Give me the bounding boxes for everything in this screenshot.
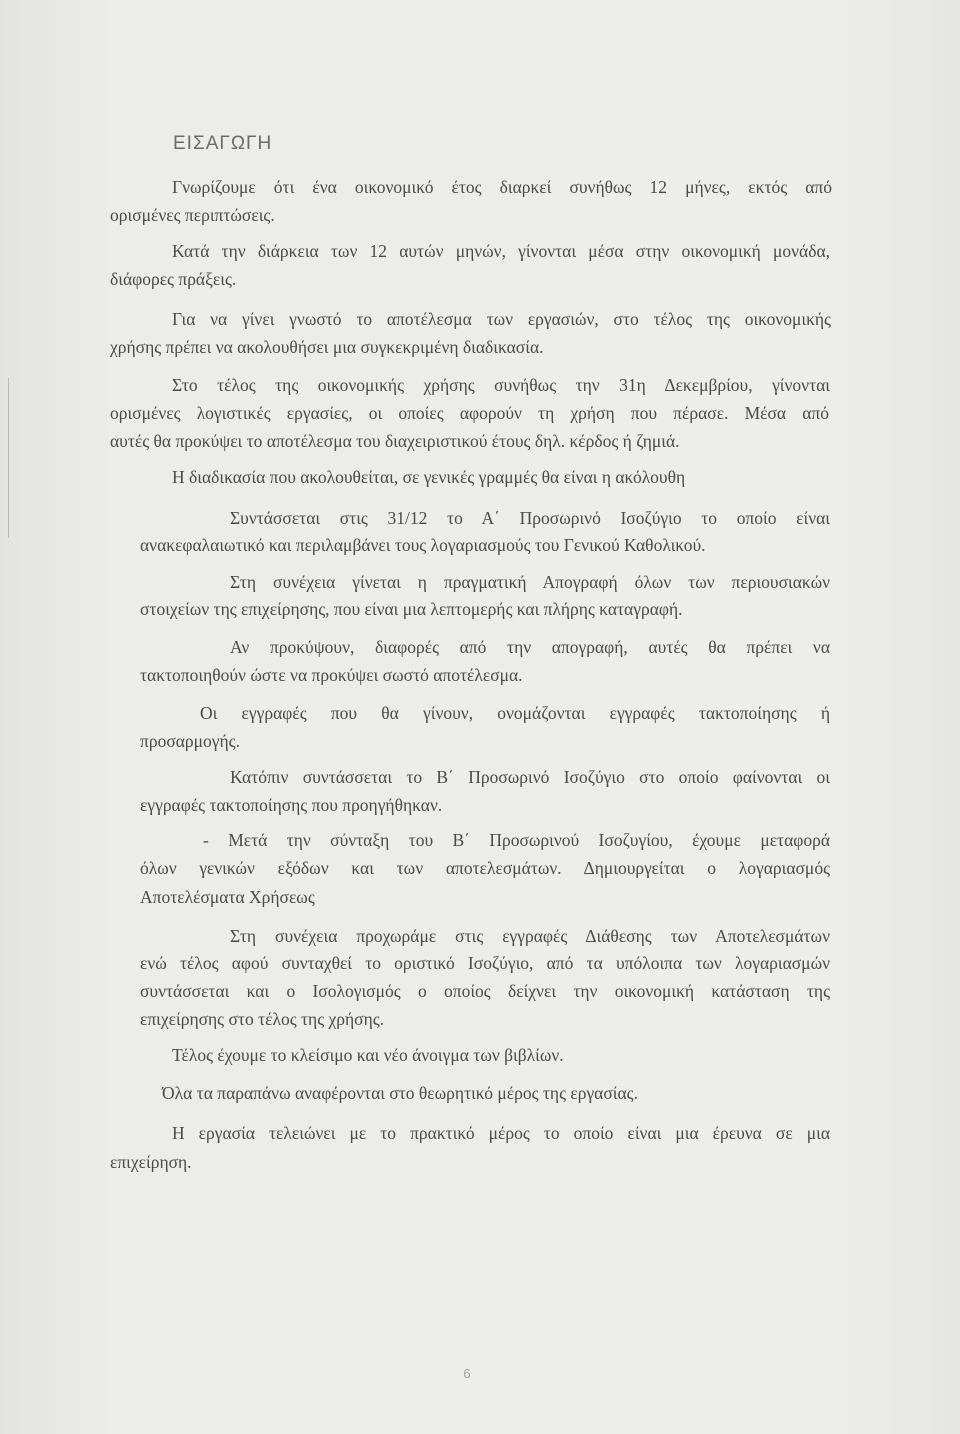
body-line: Για να γίνει γνωστό το αποτέλεσμα των εργασιών, στο τέλος της οικονομικής <box>172 309 831 329</box>
body-line: Γνωρίζουμε ότι ένα οικονομικό έτος διαρκεί συνήθως 12 μήνες, εκτός από <box>172 177 832 197</box>
body-line: επιχείρηση. <box>110 1152 192 1172</box>
body-line: - Μετά την σύνταξη του Β΄ Προσωρινού Ισοζυγίου, έχουμε μεταφορά <box>203 830 830 850</box>
body-line: προσαρμογής. <box>140 731 240 751</box>
body-line: στοιχείων της επιχείρησης, που είναι μια λεπτομερής και πλήρης καταγραφή. <box>140 599 683 619</box>
body-line: Αποτελέσματα Χρήσεως <box>140 887 315 907</box>
page-number: 6 <box>463 1366 471 1381</box>
body-line: αυτές θα προκύψει το αποτέλεσμα του διαχειριστικού έτους δηλ. κέρδος ή ζημιά. <box>110 431 680 451</box>
scan-edge-line <box>8 378 9 538</box>
body-line: Η εργασία τελειώνει με το πρακτικό μέρος το οποίο είναι μια έρευνα σε μια <box>172 1123 830 1143</box>
body-line: Κατόπιν συντάσσεται το Β΄ Προσωρινό Ισοζύγιο στο οποίο φαίνονται οι <box>230 767 830 787</box>
body-line: συντάσσεται και ο Ισολογισμός ο οποίος δείχνει την οικονομική κατάσταση της <box>140 981 830 1001</box>
body-line: Συντάσσεται στις 31/12 το Α΄ Προσωρινό Ισοζύγιο το οποίο είναι <box>230 508 830 528</box>
body-line: Η διαδικασία που ακολουθείται, σε γενικές γραμμές θα είναι η ακόλουθη <box>172 467 686 487</box>
body-line: Οι εγγραφές που θα γίνουν, ονομάζονται εγγραφές τακτοποίησης ή <box>200 703 830 723</box>
body-line: τακτοποιηθούν ώστε να προκύψει σωστό αποτέλεσμα. <box>140 665 523 685</box>
body-line: ενώ τέλος αφού συνταχθεί το οριστικό Ισοζύγιο, από τα υπόλοιπα των λογαριασμών <box>140 953 830 973</box>
body-line: ανακεφαλαιωτικό και περιλαμβάνει τους λογαριασμούς του Γενικού Καθολικού. <box>140 535 706 555</box>
body-line: χρήσης πρέπει να ακολουθήσει μια συγκεκριμένη διαδικασία. <box>110 337 544 357</box>
body-line: Στο τέλος της οικονομικής χρήσης συνήθως την 31η Δεκεμβρίου, γίνονται <box>172 375 830 395</box>
body-line: Τέλος έχουμε το κλείσιμο και νέο άνοιγμα των βιβλίων. <box>172 1045 564 1065</box>
body-line: Στη συνέχεια προχωράμε στις εγγραφές Διάθεσης των Αποτελεσμάτων <box>230 926 830 946</box>
body-line: ορισμένες λογιστικές εργασίες, οι οποίες αφορούν τη χρήση που πέρασε. Μέσα από <box>110 403 829 423</box>
body-line: Όλα τα παραπάνω αναφέρονται στο θεωρητικό μέρος της εργασίας. <box>162 1083 638 1103</box>
body-line: Αν προκύψουν, διαφορές από την απογραφή, αυτές θα πρέπει να <box>230 637 830 657</box>
body-line: όλων γενικών εξόδων και των αποτελεσμάτων. Δημιουργείται ο λογαριασμός <box>140 858 830 878</box>
body-line: ορισμένες περιπτώσεις. <box>110 205 275 225</box>
body-line: Κατά την διάρκεια των 12 αυτών μηνών, γίνονται μέσα στην οικονομική μονάδα, <box>172 241 830 261</box>
body-line: διάφορες πράξεις. <box>110 269 237 289</box>
body-line: επιχείρησης στο τέλος της χρήσης. <box>140 1009 385 1029</box>
document-heading: ΕΙΣΑΓΩΓΗ <box>173 133 273 154</box>
body-line: Στη συνέχεια γίνεται η πραγματική Απογραφή όλων των περιουσιακών <box>230 572 830 592</box>
body-line: εγγραφές τακτοποίησης που προηγήθηκαν. <box>140 795 443 815</box>
